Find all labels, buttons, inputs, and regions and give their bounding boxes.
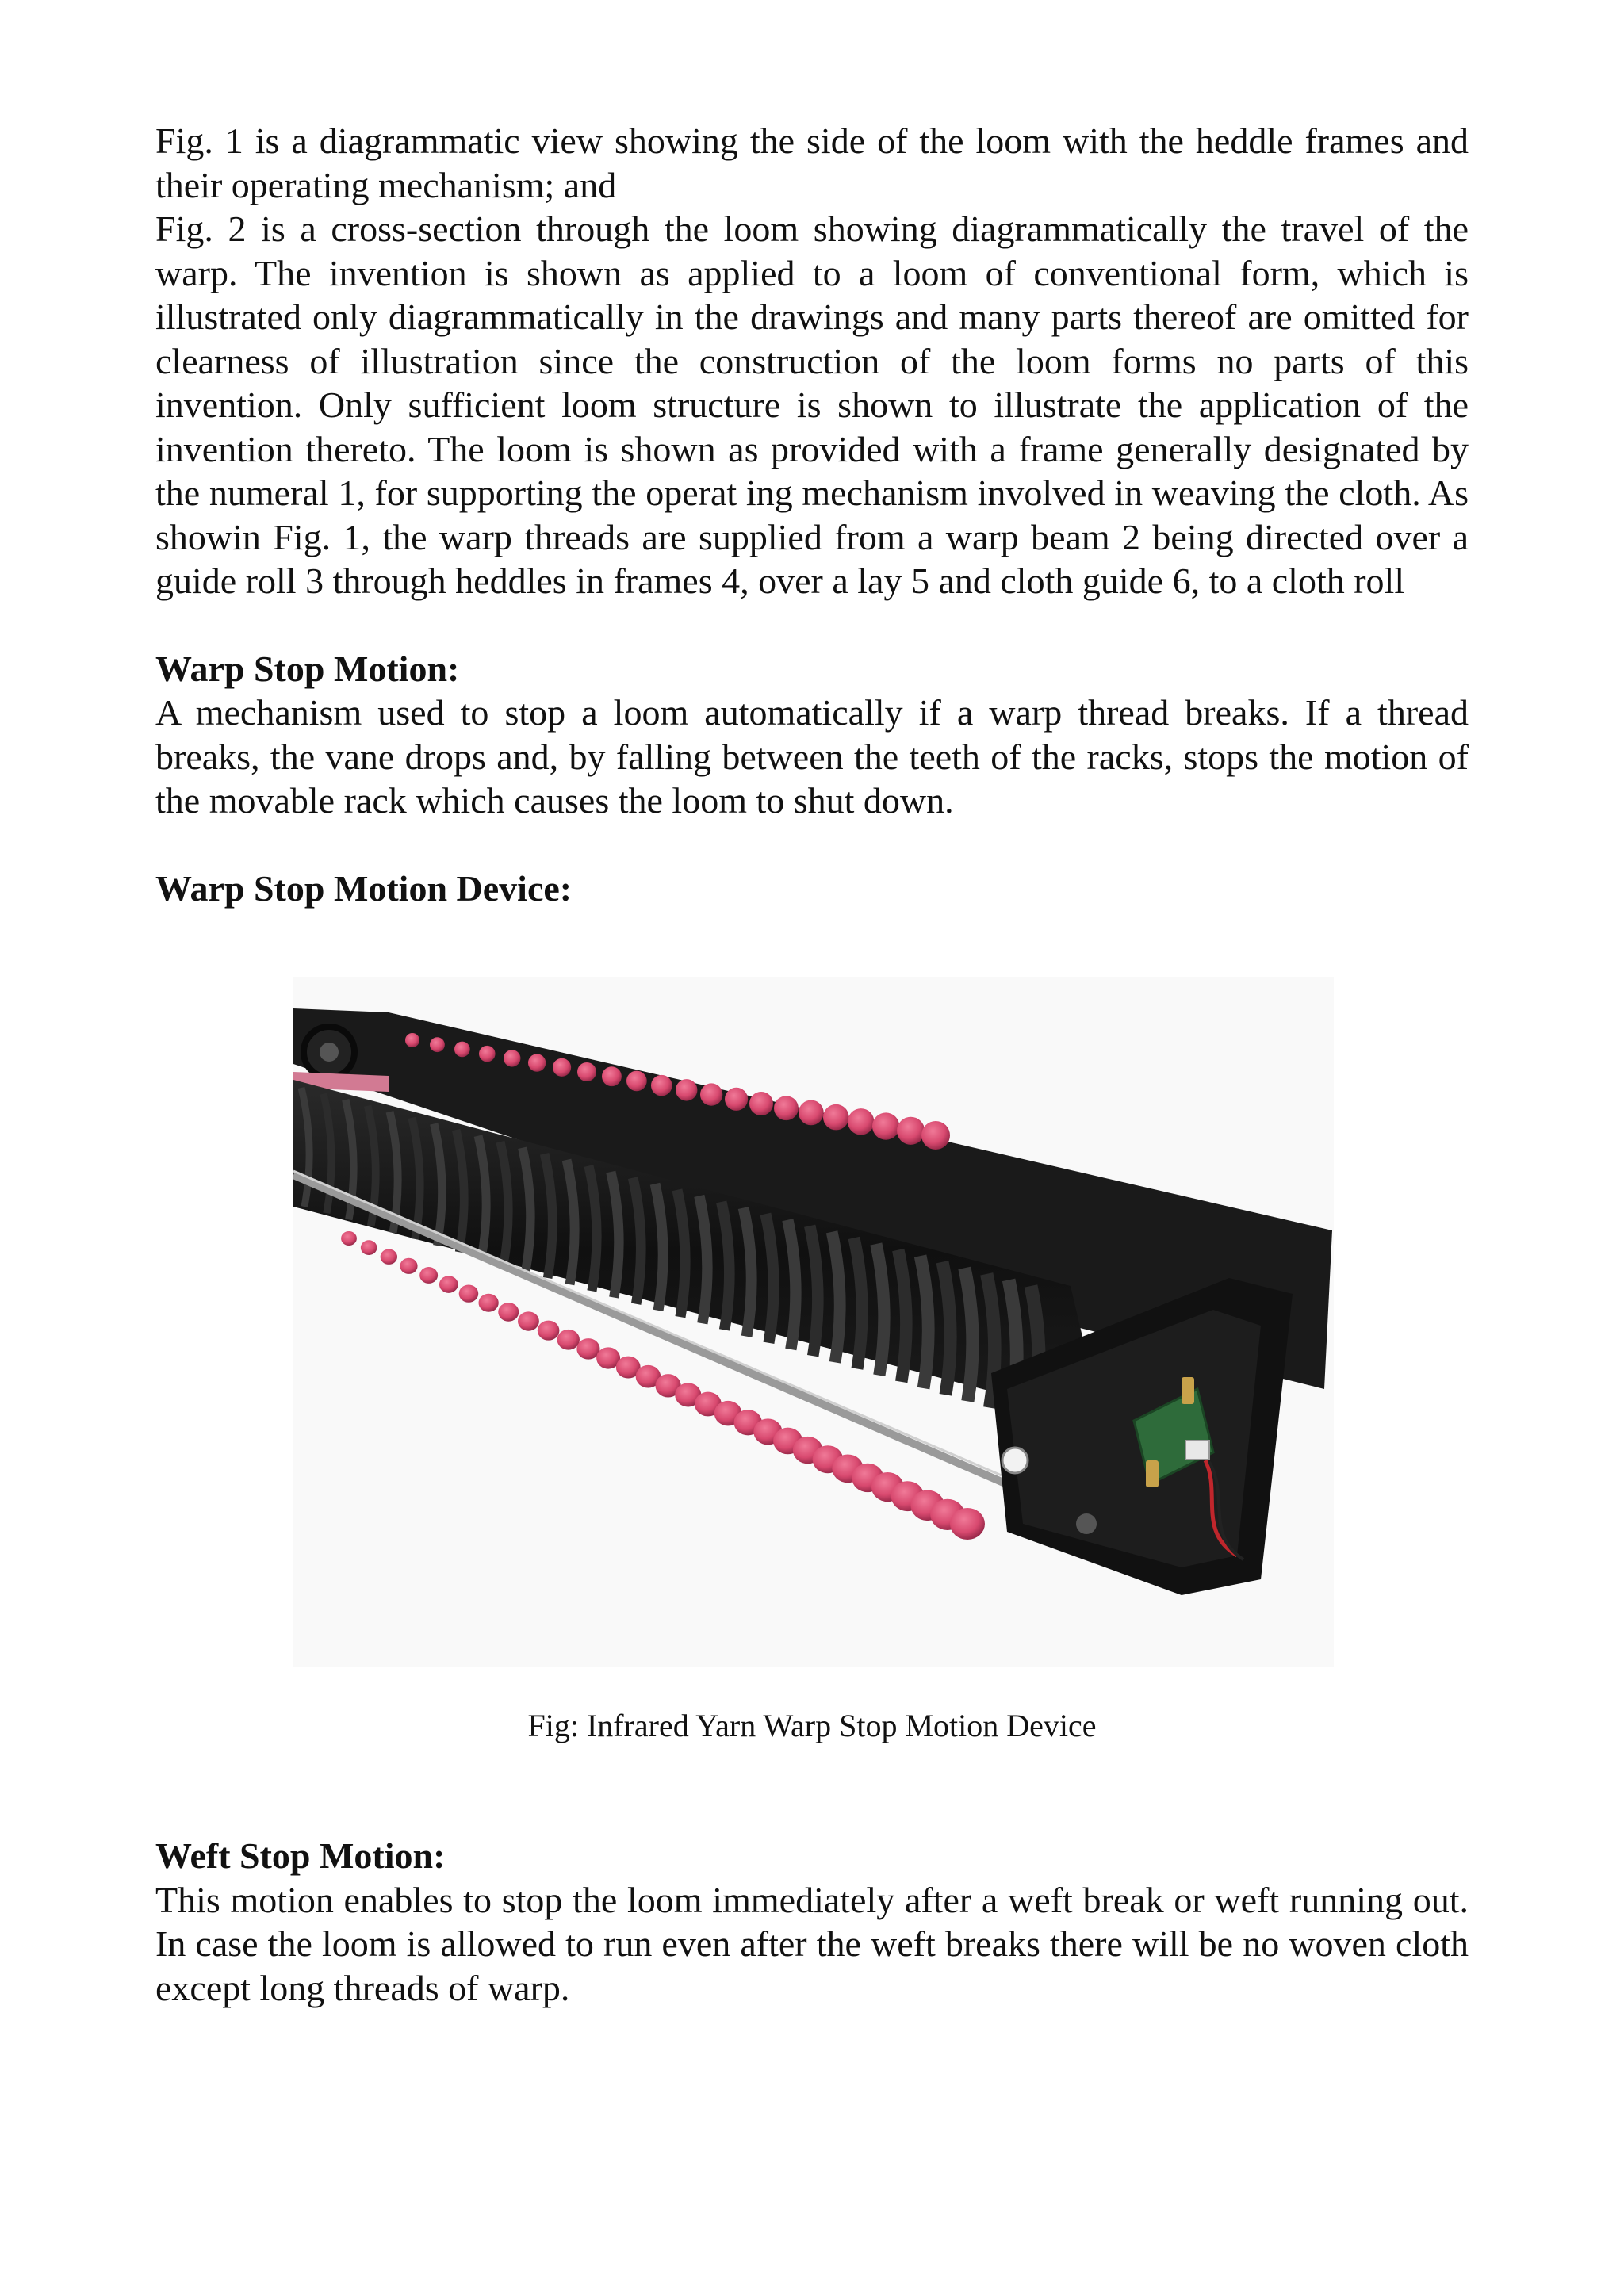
top-pin: [774, 1096, 799, 1120]
top-pin: [626, 1071, 647, 1092]
top-pin: [897, 1117, 925, 1145]
intro-paragraph-fig1: Fig. 1 is a diagrammatic view showing the side of the loom with the heddle frames and their operating mechanism; and: [155, 121, 1469, 205]
top-pin: [921, 1121, 950, 1150]
document-body: [155, 119, 1469, 910]
bottom-bead: [576, 1338, 599, 1360]
top-pin: [799, 1100, 824, 1126]
top-pin: [676, 1079, 697, 1100]
brass-standoff-1: [1182, 1377, 1194, 1404]
bottom-bead: [381, 1249, 397, 1265]
bottom-bead: [950, 1508, 985, 1540]
top-pin: [454, 1042, 470, 1058]
bottom-bead: [361, 1240, 377, 1255]
pcb-connector: [1185, 1441, 1209, 1460]
top-pin: [872, 1112, 899, 1139]
bottom-bead: [478, 1294, 498, 1312]
spacer: [155, 823, 1469, 867]
warp-stop-motion-device-photo: [293, 977, 1334, 1667]
bottom-bead: [557, 1330, 580, 1350]
bottom-bead: [341, 1231, 357, 1246]
bottom-bead: [498, 1303, 519, 1322]
bottom-bead: [518, 1311, 539, 1330]
bottom-bead: [459, 1285, 478, 1303]
bracket-screw: [1002, 1448, 1028, 1473]
bracket-hole: [1076, 1513, 1097, 1534]
bottom-bead: [538, 1321, 560, 1341]
bottom-bead: [400, 1258, 417, 1274]
top-pin: [405, 1033, 419, 1047]
intro-paragraph-fig2: Fig. 2 is a cross-section through the loom showing diagrammatically the travel of the warp. The invention is shown as applied to a loom of conventional form, which is illustrated only diagrammatically in the drawings and many parts thereof are omitted for clearness of illustration since the construction of the loom forms no parts of this invention. Only sufficient loom structure is shown to illustrate the application of the invention thereto. The loom is shown as provided with a frame generally designated by the numeral 1, for supporting the operat ing mechanism involved in weaving the cloth. As showin Fig. 1, the warp threads are supplied from a warp beam 2 being directed over a guide roll 3 through heddles in frames 4, over a lay 5 and cloth guide 6, to a cloth roll: [155, 209, 1469, 601]
weft-stop-motion-section: [155, 1834, 1469, 2010]
warp-stop-device-illustration: [293, 977, 1334, 1667]
figure-caption: Fig: Infrared Yarn Warp Stop Motion Device: [527, 1708, 1097, 1743]
top-pin: [602, 1066, 622, 1086]
top-pin: [430, 1037, 445, 1052]
bottom-bead: [439, 1276, 458, 1293]
bottom-bead: [419, 1267, 438, 1284]
top-pin: [504, 1050, 520, 1066]
top-pin: [749, 1092, 773, 1115]
warp-stop-motion-device-heading: Warp Stop Motion Device:: [155, 867, 573, 909]
warp-stop-motion-paragraph: A mechanism used to stop a loom automatically if a warp thread breaks. If a thread breaks, the vane drops and, by falling between the teeth of the racks, stops the motion of the movable rack which causes the loom to shut down.: [155, 692, 1469, 821]
top-pin: [479, 1046, 496, 1062]
top-pin: [823, 1104, 849, 1131]
top-pin: [528, 1054, 546, 1071]
top-pin: [848, 1108, 874, 1135]
top-pin: [577, 1062, 596, 1081]
top-pin: [725, 1088, 748, 1111]
warp-stop-motion-heading: Warp Stop Motion:: [155, 648, 460, 689]
roller-hub: [320, 1043, 339, 1062]
top-pin: [700, 1083, 722, 1105]
weft-stop-motion-paragraph: This motion enables to stop the loom immediately after a weft break or weft running out. In case the loom is allowed to run even after the weft breaks there will be no woven cloth except long threads of warp.: [155, 1879, 1469, 2008]
weft-stop-motion-heading: Weft Stop Motion:: [155, 1835, 446, 1876]
top-pin: [553, 1058, 571, 1077]
spacer: [155, 603, 1469, 647]
top-pin: [651, 1075, 672, 1096]
brass-standoff-2: [1146, 1460, 1159, 1487]
